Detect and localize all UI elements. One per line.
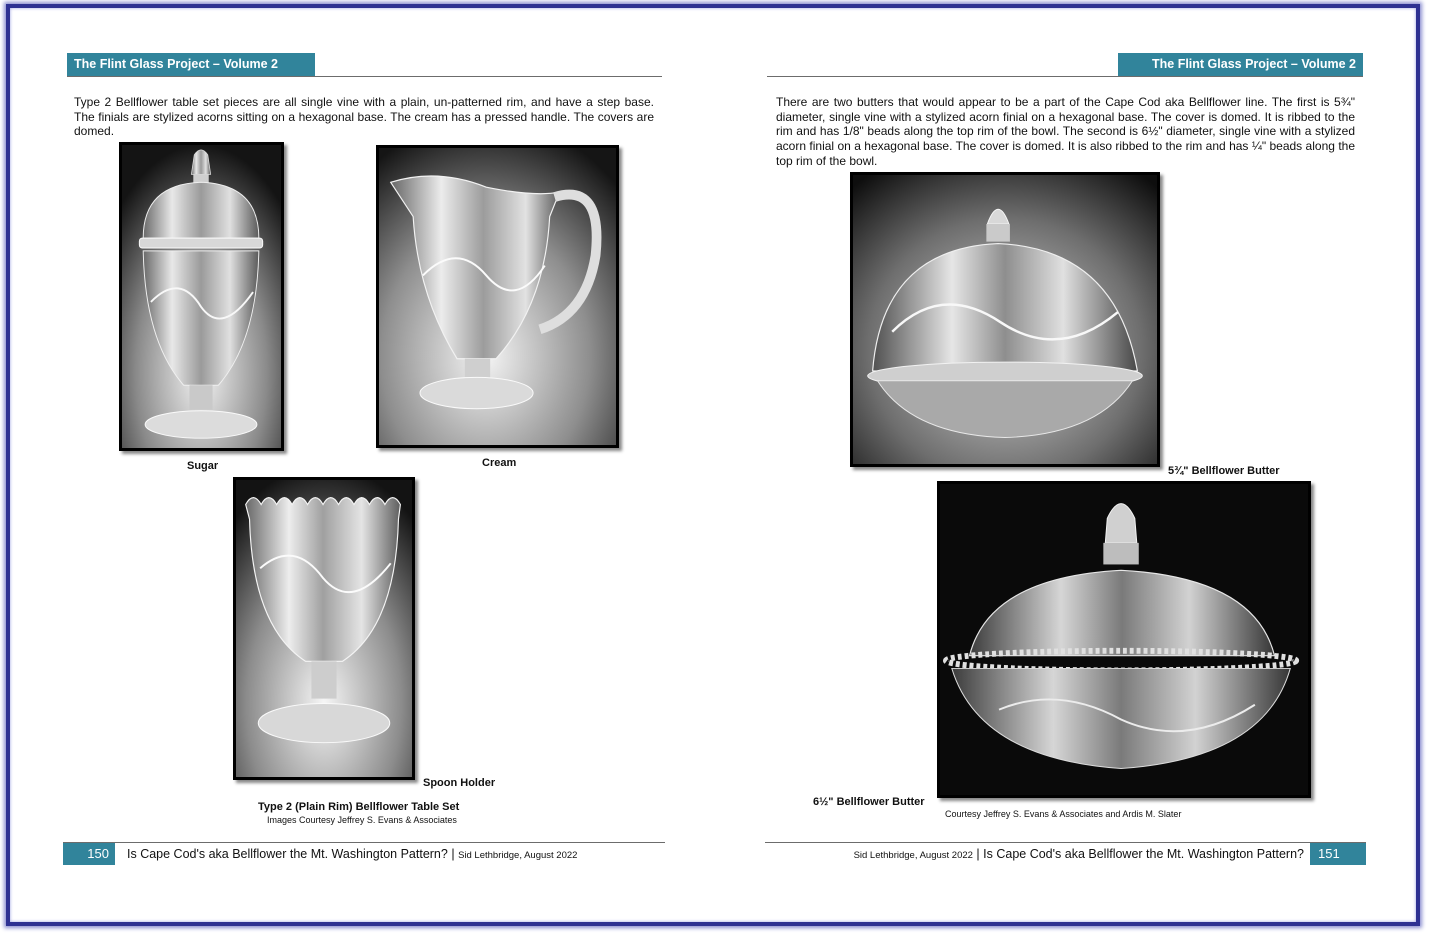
right-footer-separator: | — [976, 847, 980, 861]
left-intro-paragraph: Type 2 Bellflower table set pieces are all single vine with a plain, un-patterned rim, and have a step base. The finials are stylized acorns sitting on a hexagonal base. The cream has a pressed handle. The covers are domed. — [74, 95, 654, 139]
left-footer-separator: | — [451, 847, 455, 861]
left-figure-credit: Images Courtesy Jeffrey S. Evans & Associates — [267, 815, 457, 825]
right-header-rule — [767, 76, 1363, 77]
small-butter-caption: 5¾" Bellflower Butter — [1168, 465, 1280, 477]
cream-caption: Cream — [482, 457, 517, 469]
right-footer-author: Sid Lethbridge, August 2022 — [853, 850, 973, 861]
right-intro-paragraph: There are two butters that would appear to be a part of the Cape Cod aka Bellflower line. The first is 5¾" diameter, single vine with a stylized acorn finial on a hexagonal base. The cover is domed. It is ribbed to the rim and has 1/8" beads along the top rim of the bowl. The second is 6½" diameter, single vine with a stylized acorn finial on a hexagonal base. The cover is domed. It is also ribbed to the rim and has ¼" beads along the top rim of the bowl. — [776, 95, 1355, 168]
left-header-rule — [67, 76, 662, 77]
left-footer-text — [127, 847, 577, 861]
right-footer-text — [854, 847, 1304, 861]
creamer-photo — [376, 145, 619, 448]
spoon-holder-photo — [233, 477, 415, 780]
right-page-number: 151 — [1310, 843, 1366, 865]
left-footer-title: Is Cape Cod's aka Bellflower the Mt. Washington Pattern? — [127, 847, 448, 861]
right-figure-credit: Courtesy Jeffrey S. Evans & Associates and Ardis M. Slater — [945, 809, 1182, 819]
left-figure-title: Type 2 (Plain Rim) Bellflower Table Set — [258, 801, 460, 813]
left-footer-author: Sid Lethbridge, August 2022 — [458, 850, 578, 861]
large-butter-caption: 6½" Bellflower Butter — [813, 796, 925, 808]
right-footer-rule — [765, 842, 1366, 843]
large-butter-photo — [937, 481, 1311, 798]
right-footer-title: Is Cape Cod's aka Bellflower the Mt. Washington Pattern? — [983, 847, 1304, 861]
left-footer-rule — [63, 842, 665, 843]
sugar-bowl-photo — [119, 142, 284, 451]
sugar-caption: Sugar — [187, 460, 219, 472]
right-header-title: The Flint Glass Project – Volume 2 — [1118, 53, 1363, 76]
left-page-number: 150 — [63, 843, 115, 865]
spoon-holder-caption: Spoon Holder — [423, 777, 496, 789]
small-butter-photo — [850, 172, 1160, 467]
left-header-title: The Flint Glass Project – Volume 2 — [67, 53, 315, 76]
